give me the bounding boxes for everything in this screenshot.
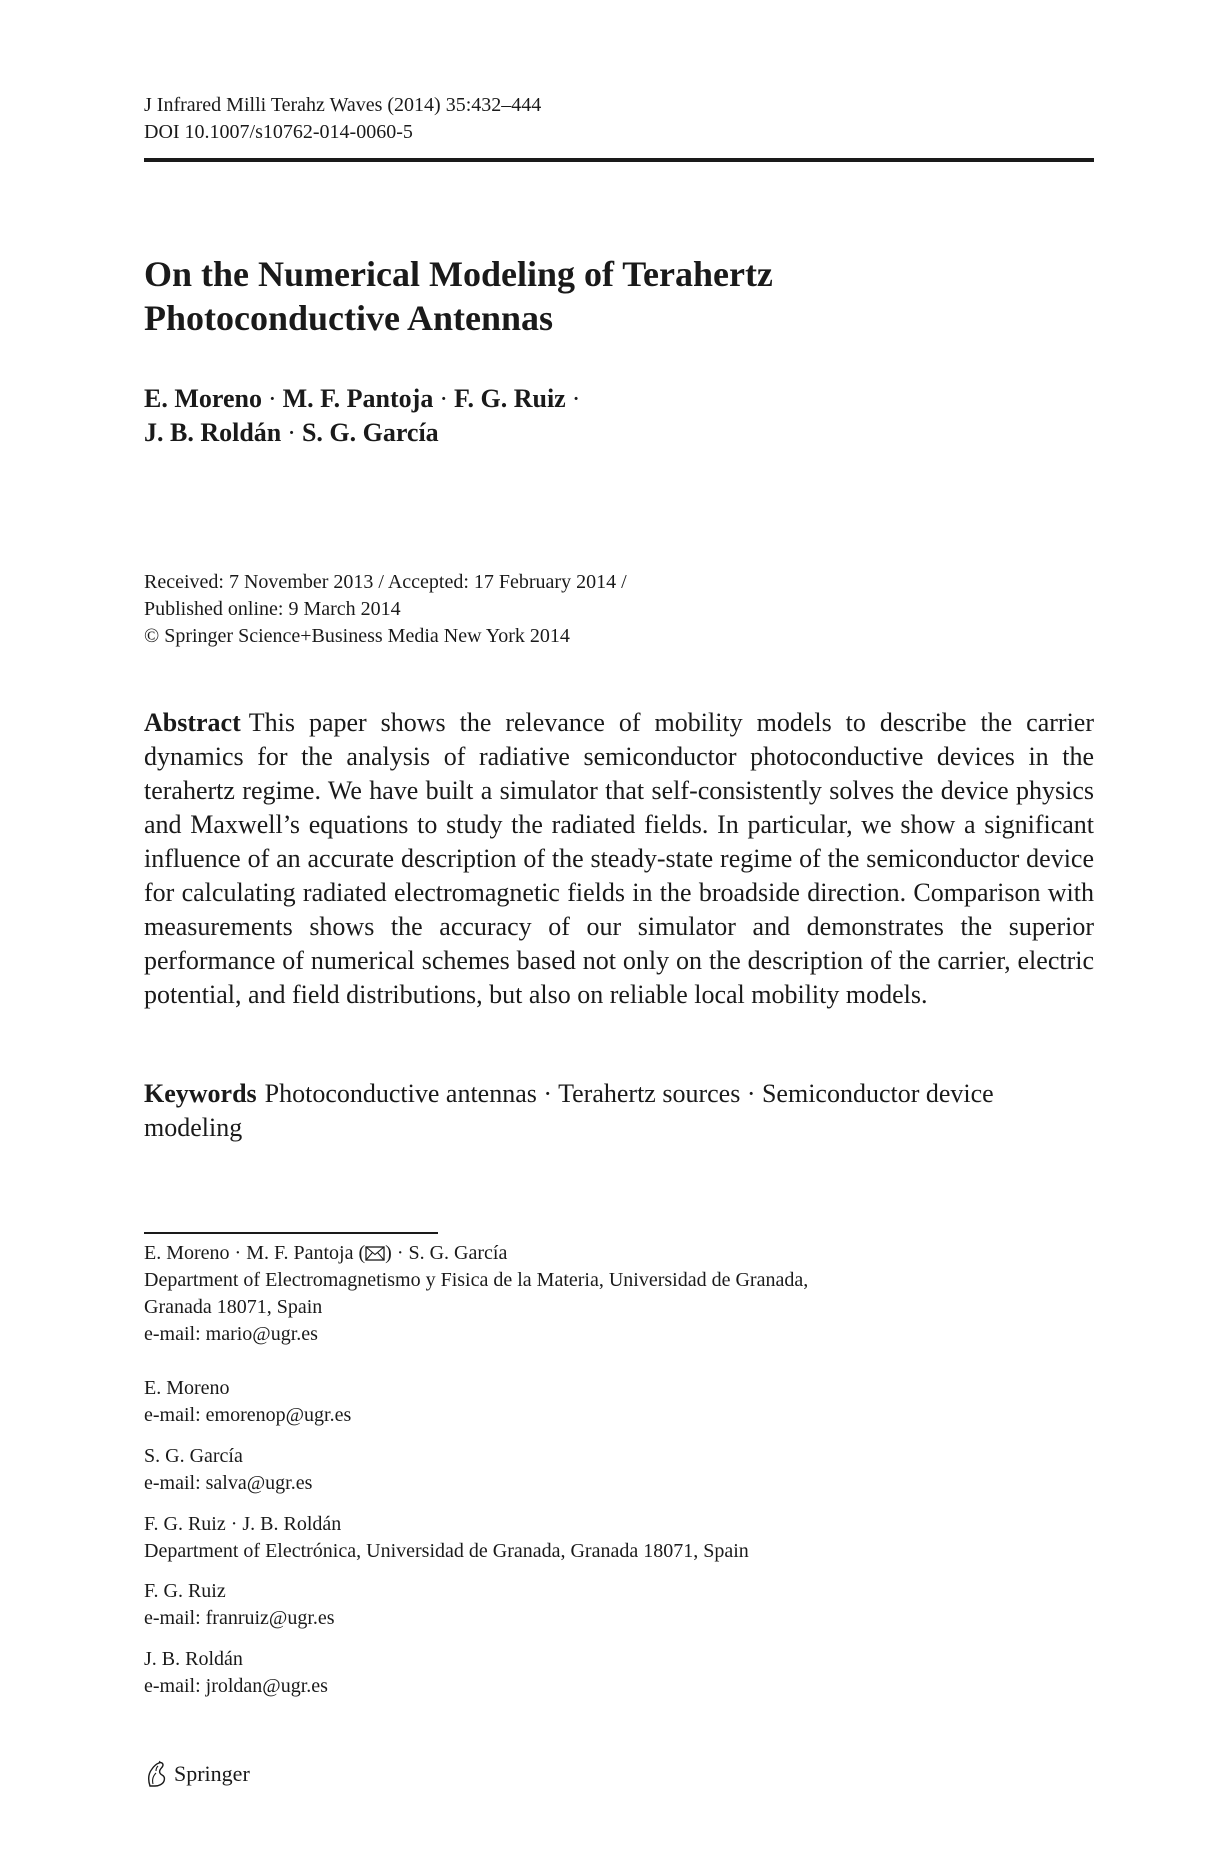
published-online: Published online: 9 March 2014	[144, 598, 401, 620]
publisher-name: Springer	[174, 1761, 250, 1786]
affiliation-department: Department of Electromagnetismo y Fisica de la Materia, Universidad de Granada,	[144, 1269, 809, 1291]
author-2: M. F. Pantoja	[282, 384, 434, 413]
footnote-rule	[144, 1232, 438, 1234]
affiliation-names: E. Moreno · M. F. Pantoja ( ) · S. G. García	[144, 1242, 508, 1264]
author-list	[144, 382, 586, 450]
title-line-1: On the Numerical Modeling of Terahertz	[144, 254, 773, 294]
title-line-2: Photoconductive Antennas	[144, 298, 554, 338]
affiliation-group-3	[144, 1443, 312, 1497]
affiliation-city: Granada 18071, Spain	[144, 1296, 323, 1318]
affiliation-email[interactable]: e-mail: emorenop@ugr.es	[144, 1404, 352, 1426]
envelope-icon[interactable]	[365, 1246, 385, 1261]
doi[interactable]: DOI 10.1007/s10762-014-0060-5	[144, 121, 413, 143]
affiliation-email[interactable]: e-mail: jroldan@ugr.es	[144, 1675, 328, 1697]
affiliation-email[interactable]: e-mail: franruiz@ugr.es	[144, 1607, 335, 1629]
affiliation-name: E. Moreno	[144, 1377, 230, 1399]
author-line-2	[144, 416, 586, 450]
affiliation-group-1	[144, 1240, 808, 1348]
affiliation-email[interactable]: e-mail: mario@ugr.es	[144, 1323, 318, 1345]
affiliation-name: F. G. Ruiz	[144, 1580, 226, 1602]
paper-page	[144, 0, 1094, 1852]
affiliation-group-2	[144, 1375, 351, 1429]
author-separator: ·	[571, 384, 581, 413]
author-separator: ·	[267, 384, 277, 413]
publication-dates	[144, 569, 627, 650]
author-1: E. Moreno	[144, 384, 262, 413]
author-separator: ·	[439, 384, 448, 413]
keywords-text: Photoconductive antennas · Terahertz sources · Semiconductor device modeling	[144, 1079, 994, 1142]
abstract-label: Abstract	[144, 708, 241, 737]
publisher-footer	[144, 1759, 250, 1789]
header-rule	[144, 158, 1094, 162]
affiliation-group-5	[144, 1578, 335, 1632]
affiliation-name: J. B. Roldán	[144, 1648, 243, 1670]
affiliation-name: S. G. García	[144, 1445, 243, 1467]
affiliation-group-6	[144, 1646, 328, 1700]
affiliation-names: F. G. Ruiz · J. B. Roldán	[144, 1513, 342, 1535]
abstract	[144, 706, 1094, 1012]
author-line-1	[144, 382, 586, 416]
author-4: J. B. Roldán	[144, 418, 282, 447]
author-separator: ·	[287, 418, 296, 447]
copyright: © Springer Science+Business Media New York 2014	[144, 625, 570, 647]
affiliation-group-4	[144, 1511, 749, 1565]
paper-title	[144, 252, 773, 340]
affiliation-email[interactable]: e-mail: salva@ugr.es	[144, 1472, 313, 1494]
journal-citation: J Infrared Milli Terahz Waves (2014) 35:432–444	[144, 94, 542, 116]
springer-horse-icon	[144, 1760, 168, 1788]
keywords	[144, 1077, 1094, 1145]
abstract-text: This paper shows the relevance of mobility models to describe the carrier dynamics for the analysis of radiative semiconductor photoconductive devices in the terahertz regime. We have built a simulator that self-consistently solves the device physics and Maxwell’s equations to study the radiated fields. In particular, we show a significant influence of an accurate description of the steady-state regime of the semiconductor device for calculating radiated electromagnetic fields in the broadside direction. Comparison with measurements shows the accuracy of our simulator and demonstrates the superior performance of numerical schemes based not only on the description of the carrier, electric potential, and field distributions, but also on reliable local mobility models.	[144, 708, 1094, 1009]
keywords-label: Keywords	[144, 1079, 257, 1108]
journal-header	[144, 92, 541, 146]
received-accepted: Received: 7 November 2013 / Accepted: 17 February 2014 /	[144, 571, 627, 593]
author-3: F. G. Ruiz	[454, 384, 566, 413]
affiliation-department: Department of Electrónica, Universidad de Granada, Granada 18071, Spain	[144, 1540, 749, 1562]
author-5: S. G. García	[301, 418, 439, 447]
